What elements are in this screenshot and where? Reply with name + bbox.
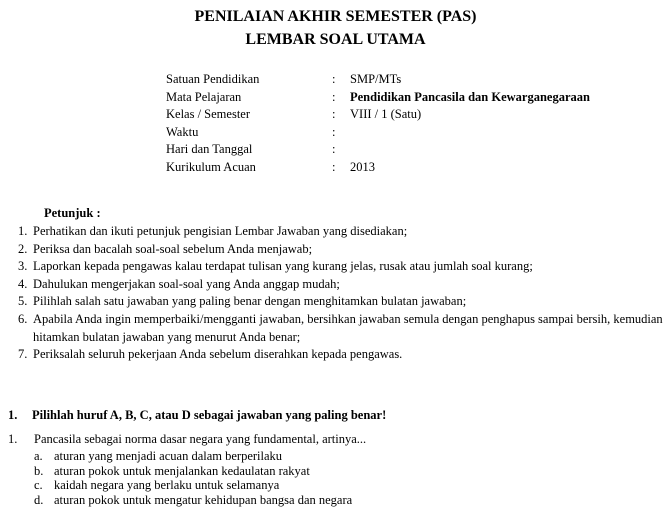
instruction-item	[18, 276, 668, 294]
section-number: 1.	[8, 408, 18, 422]
info-separator: :	[332, 142, 336, 157]
exam-info-table	[166, 71, 590, 177]
info-separator: :	[332, 159, 336, 174]
option-text: aturan yang menjadi acuan dalam berperilaku	[54, 449, 283, 463]
answer-option-b	[34, 464, 352, 479]
info-label: Waktu	[166, 124, 199, 139]
instruction-number: 5.	[18, 294, 28, 309]
instruction-text: Perhatikan dan ikuti petunjuk pengisian Lembar Jawaban yang disediakan;	[33, 224, 408, 238]
info-label: Mata Pelajaran	[166, 89, 242, 104]
instruction-number: 4.	[18, 276, 28, 291]
exam-subtitle: LEMBAR SOAL UTAMA	[245, 31, 426, 48]
instruction-number: 3.	[18, 259, 28, 274]
info-separator: :	[332, 124, 336, 139]
option-text: kaidah negara yang berlaku untuk selamanya	[54, 478, 280, 492]
answer-option-c	[34, 478, 352, 493]
instruction-text: Periksa dan bacalah soal-soal sebelum Anda menjawab;	[33, 241, 313, 256]
exam-title: PENILAIAN AKHIR SEMESTER (PAS)	[194, 8, 477, 25]
info-row-waktu	[166, 124, 590, 142]
info-row-mapel	[166, 89, 590, 107]
option-text: aturan pokok untuk menjalankan kedaulatan rakyat	[54, 463, 310, 478]
instruction-item	[18, 311, 668, 346]
option-letter: c.	[34, 478, 43, 492]
instruction-item	[18, 258, 668, 276]
answer-option-d	[34, 493, 352, 508]
instructions-heading: Petunjuk :	[44, 206, 101, 220]
info-row-kurikulum	[166, 159, 590, 177]
instruction-item	[18, 223, 668, 241]
section-text: Pilihlah huruf A, B, C, atau D sebagai jawaban yang paling benar!	[32, 408, 387, 422]
info-separator: :	[332, 107, 336, 122]
instruction-text: Dahulukan mengerjakan soal-soal yang Anda anggap mudah;	[33, 276, 340, 291]
question-text: Pancasila sebagai norma dasar negara yang fundamental, artinya...	[34, 432, 367, 446]
info-label: Kurikulum Acuan	[166, 159, 256, 174]
info-row-satuan	[166, 71, 590, 89]
instruction-number: 1.	[18, 224, 28, 238]
info-value: 2013	[350, 159, 375, 174]
question-stem	[8, 432, 366, 447]
info-label: Satuan Pendidikan	[166, 72, 260, 86]
instruction-item	[18, 293, 668, 311]
info-label: Hari dan Tanggal	[166, 142, 253, 157]
instruction-item	[18, 241, 668, 259]
option-letter: b.	[34, 463, 44, 478]
info-row-tanggal	[166, 141, 590, 159]
instruction-number: 7.	[18, 347, 28, 362]
answer-options	[34, 449, 352, 507]
section-heading	[8, 408, 386, 423]
answer-option-a	[34, 449, 352, 464]
info-row-kelas	[166, 106, 590, 124]
info-label: Kelas / Semester	[166, 107, 251, 122]
option-letter: a.	[34, 449, 43, 463]
info-separator: :	[332, 89, 336, 104]
instruction-text: Laporkan kepada pengawas kalau terdapat tulisan yang kurang jelas, rusak atau jumlah soal kurang;	[33, 259, 533, 274]
option-letter: d.	[34, 492, 44, 507]
instruction-text: Apabila Anda ingin memperbaiki/mengganti jawaban, bersihkan jawaban semula dengan penghapus sampai bersih, kemudian hitamkan bulatan jawaban yang menurut Anda benar;	[33, 311, 663, 344]
instruction-number: 6.	[18, 311, 28, 326]
info-value: Pendidikan Pancasila dan Kewarganegaraan	[350, 89, 590, 104]
instruction-text: Pilihlah salah satu jawaban yang paling benar dengan menghitamkan bulatan jawaban;	[33, 294, 467, 309]
info-value: SMP/MTs	[350, 72, 402, 86]
option-text: aturan pokok untuk mengatur kehidupan bangsa dan negara	[54, 492, 353, 507]
info-value: VIII / 1 (Satu)	[350, 107, 422, 122]
question-number: 1.	[8, 432, 18, 446]
instruction-number: 2.	[18, 241, 28, 256]
info-separator: :	[332, 72, 336, 86]
instructions-list	[18, 223, 668, 364]
instruction-item	[18, 346, 668, 364]
instruction-text: Periksalah seluruh pekerjaan Anda sebelum diserahkan kepada pengawas.	[33, 347, 403, 362]
